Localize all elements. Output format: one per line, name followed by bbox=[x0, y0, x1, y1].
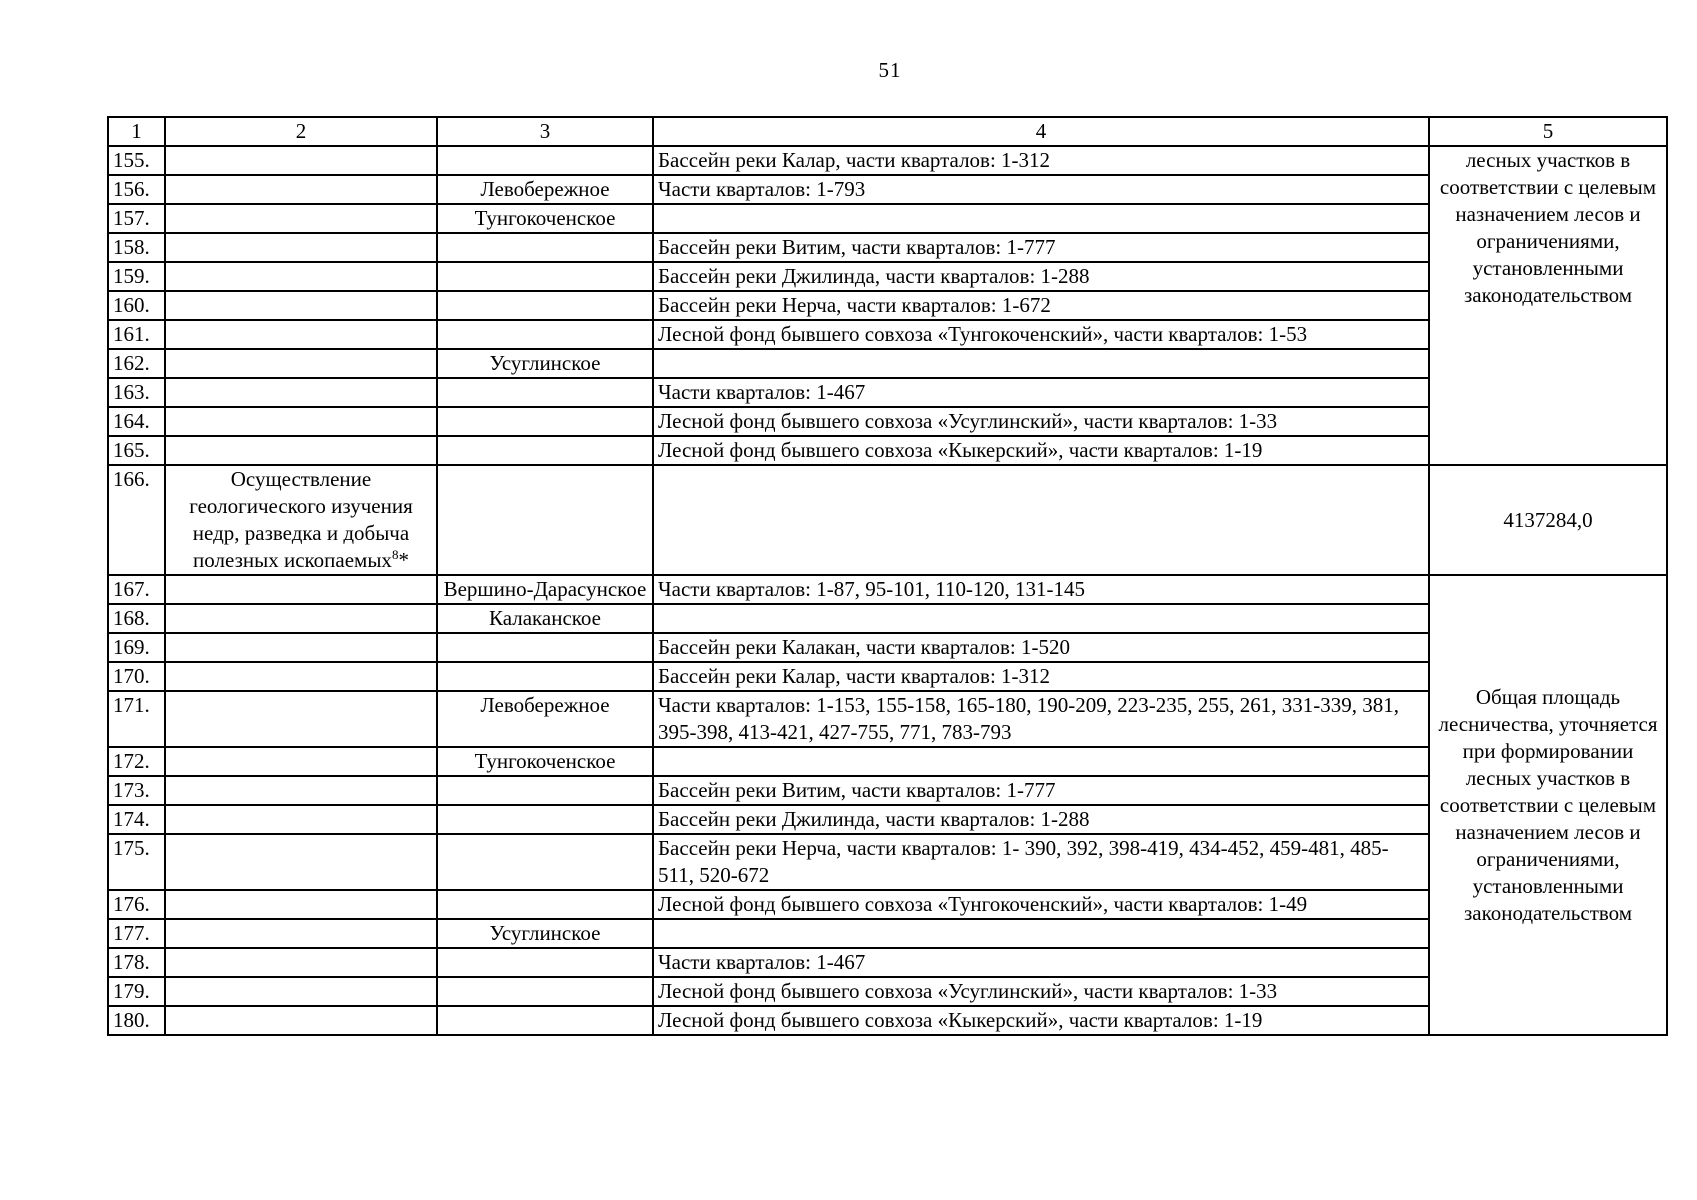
purpose-cell bbox=[165, 919, 437, 948]
quarters-cell: Бассейн реки Нерча, части кварталов: 1- 390, 392, 398-419, 434-452, 459-481, 485-511, 520-672 bbox=[653, 834, 1429, 890]
row-number-cell: 169. bbox=[108, 633, 165, 662]
page-number: 51 bbox=[878, 58, 902, 82]
area-note-cell: лесных участков в соответствии с целевым назначением лесов и ограничениями, установленными законодательством bbox=[1429, 146, 1667, 465]
row-number-cell: 172. bbox=[108, 747, 165, 776]
quarters-cell bbox=[653, 919, 1429, 948]
row-number-cell: 165. bbox=[108, 436, 165, 465]
footnote-asterisk: * bbox=[398, 548, 409, 572]
purpose-cell bbox=[165, 890, 437, 919]
footnote-marker: 8 bbox=[391, 547, 399, 562]
forestry-district-cell bbox=[437, 805, 653, 834]
purpose-cell bbox=[165, 691, 437, 747]
purpose-cell bbox=[165, 436, 437, 465]
row-number-cell: 159. bbox=[108, 262, 165, 291]
quarters-cell: Лесной фонд бывшего совхоза «Тунгокоченский», части кварталов: 1-49 bbox=[653, 890, 1429, 919]
forestry-district-cell bbox=[437, 776, 653, 805]
quarters-cell: Бассейн реки Калар, части кварталов: 1-312 bbox=[653, 146, 1429, 175]
purpose-cell bbox=[165, 575, 437, 604]
quarters-cell: Лесной фонд бывшего совхоза «Кыкерский», части кварталов: 1-19 bbox=[653, 1006, 1429, 1035]
quarters-cell: Части кварталов: 1-87, 95-101, 110-120, 131-145 bbox=[653, 575, 1429, 604]
purpose-cell bbox=[165, 175, 437, 204]
quarters-cell bbox=[653, 204, 1429, 233]
purpose-cell bbox=[165, 291, 437, 320]
purpose-cell bbox=[165, 378, 437, 407]
row-number-cell: 157. bbox=[108, 204, 165, 233]
forestry-district-cell: Тунгокоченское bbox=[437, 747, 653, 776]
row-number-cell: 174. bbox=[108, 805, 165, 834]
forestry-district-cell bbox=[437, 146, 653, 175]
purpose-cell bbox=[165, 948, 437, 977]
forestry-district-cell bbox=[437, 436, 653, 465]
forestry-district-cell bbox=[437, 662, 653, 691]
forestry-table bbox=[107, 116, 1668, 1036]
purpose-cell bbox=[165, 407, 437, 436]
forestry-district-cell bbox=[437, 1006, 653, 1035]
quarters-cell bbox=[653, 465, 1429, 575]
quarters-cell: Части кварталов: 1-467 bbox=[653, 378, 1429, 407]
purpose-cell bbox=[165, 805, 437, 834]
quarters-cell bbox=[653, 604, 1429, 633]
header-cell: 4 bbox=[653, 117, 1429, 146]
quarters-cell: Лесной фонд бывшего совхоза «Усуглинский», части кварталов: 1-33 bbox=[653, 977, 1429, 1006]
forestry-district-cell: Калаканское bbox=[437, 604, 653, 633]
row-number-cell: 173. bbox=[108, 776, 165, 805]
forestry-district-cell: Левобережное bbox=[437, 691, 653, 747]
forestry-district-cell bbox=[437, 890, 653, 919]
row-number-cell: 168. bbox=[108, 604, 165, 633]
row-number-cell: 167. bbox=[108, 575, 165, 604]
row-number-cell: 161. bbox=[108, 320, 165, 349]
purpose-cell bbox=[165, 349, 437, 378]
forestry-district-cell: Усуглинское bbox=[437, 349, 653, 378]
quarters-cell: Части кварталов: 1-793 bbox=[653, 175, 1429, 204]
purpose-cell bbox=[165, 633, 437, 662]
quarters-cell bbox=[653, 349, 1429, 378]
forestry-district-cell: Вершино-Дарасунское bbox=[437, 575, 653, 604]
purpose-cell bbox=[165, 604, 437, 633]
forestry-district-cell bbox=[437, 291, 653, 320]
purpose-cell bbox=[165, 1006, 437, 1035]
forestry-district-cell bbox=[437, 378, 653, 407]
quarters-cell: Бассейн реки Витим, части кварталов: 1-777 bbox=[653, 233, 1429, 262]
table-header-row bbox=[108, 117, 1667, 146]
purpose-cell bbox=[165, 204, 437, 233]
quarters-cell: Бассейн реки Витим, части кварталов: 1-777 bbox=[653, 776, 1429, 805]
row-number-cell: 180. bbox=[108, 1006, 165, 1035]
row-number-cell: 163. bbox=[108, 378, 165, 407]
quarters-cell: Лесной фонд бывшего совхоза «Усуглинский», части кварталов: 1-33 bbox=[653, 407, 1429, 436]
quarters-cell: Части кварталов: 1-153, 155-158, 165-180, 190-209, 223-235, 255, 261, 331-339, 381, 395-398, 413-421, 427-755, 771, 783-793 bbox=[653, 691, 1429, 747]
quarters-cell: Бассейн реки Джилинда, части кварталов: 1-288 bbox=[653, 262, 1429, 291]
row-number-cell: 156. bbox=[108, 175, 165, 204]
header-cell: 1 bbox=[108, 117, 165, 146]
row-number-cell: 166. bbox=[108, 465, 165, 575]
purpose-cell bbox=[165, 465, 437, 575]
forestry-district-cell bbox=[437, 633, 653, 662]
row-number-cell: 170. bbox=[108, 662, 165, 691]
row-number-cell: 178. bbox=[108, 948, 165, 977]
row-number-cell: 160. bbox=[108, 291, 165, 320]
forestry-district-cell: Левобережное bbox=[437, 175, 653, 204]
forestry-district-cell bbox=[437, 834, 653, 890]
forestry-district-cell bbox=[437, 948, 653, 977]
purpose-cell bbox=[165, 977, 437, 1006]
header-cell: 3 bbox=[437, 117, 653, 146]
row-number-cell: 155. bbox=[108, 146, 165, 175]
quarters-cell: Бассейн реки Джилинда, части кварталов: 1-288 bbox=[653, 805, 1429, 834]
purpose-cell bbox=[165, 776, 437, 805]
quarters-cell bbox=[653, 747, 1429, 776]
row-number-cell: 158. bbox=[108, 233, 165, 262]
forestry-district-cell bbox=[437, 262, 653, 291]
quarters-cell: Бассейн реки Калакан, части кварталов: 1-520 bbox=[653, 633, 1429, 662]
forestry-district-cell: Усуглинское bbox=[437, 919, 653, 948]
purpose-cell bbox=[165, 262, 437, 291]
quarters-cell: Бассейн реки Калар, части кварталов: 1-312 bbox=[653, 662, 1429, 691]
header-cell: 2 bbox=[165, 117, 437, 146]
table-row bbox=[108, 146, 1667, 175]
row-number-cell: 162. bbox=[108, 349, 165, 378]
area-value-cell: 4137284,0 bbox=[1429, 465, 1667, 575]
purpose-text: Осуществление геологического изучения недр, разведка и добыча полезных ископаемых bbox=[189, 467, 413, 572]
area-note-cell: Общая площадь лесничества, уточняется при формировании лесных участков в соответствии с целевым назначением лесов и ограничениями, установленными законодательством bbox=[1429, 575, 1667, 1035]
row-number-cell: 171. bbox=[108, 691, 165, 747]
forestry-district-cell bbox=[437, 407, 653, 436]
quarters-cell: Лесной фонд бывшего совхоза «Кыкерский», части кварталов: 1-19 bbox=[653, 436, 1429, 465]
row-number-cell: 177. bbox=[108, 919, 165, 948]
row-number-cell: 179. bbox=[108, 977, 165, 1006]
quarters-cell: Бассейн реки Нерча, части кварталов: 1-672 bbox=[653, 291, 1429, 320]
purpose-cell bbox=[165, 834, 437, 890]
forestry-district-cell bbox=[437, 977, 653, 1006]
forestry-district-cell: Тунгокоченское bbox=[437, 204, 653, 233]
header-cell: 5 bbox=[1429, 117, 1667, 146]
purpose-cell bbox=[165, 146, 437, 175]
forestry-district-cell bbox=[437, 320, 653, 349]
quarters-cell: Части кварталов: 1-467 bbox=[653, 948, 1429, 977]
quarters-cell: Лесной фонд бывшего совхоза «Тунгокоченский», части кварталов: 1-53 bbox=[653, 320, 1429, 349]
purpose-cell bbox=[165, 662, 437, 691]
purpose-cell bbox=[165, 747, 437, 776]
row-number-cell: 175. bbox=[108, 834, 165, 890]
row-number-cell: 176. bbox=[108, 890, 165, 919]
forestry-district-cell bbox=[437, 233, 653, 262]
forestry-district-cell bbox=[437, 465, 653, 575]
table-row bbox=[108, 465, 1667, 575]
table-row bbox=[108, 575, 1667, 604]
row-number-cell: 164. bbox=[108, 407, 165, 436]
purpose-cell bbox=[165, 233, 437, 262]
purpose-cell bbox=[165, 320, 437, 349]
